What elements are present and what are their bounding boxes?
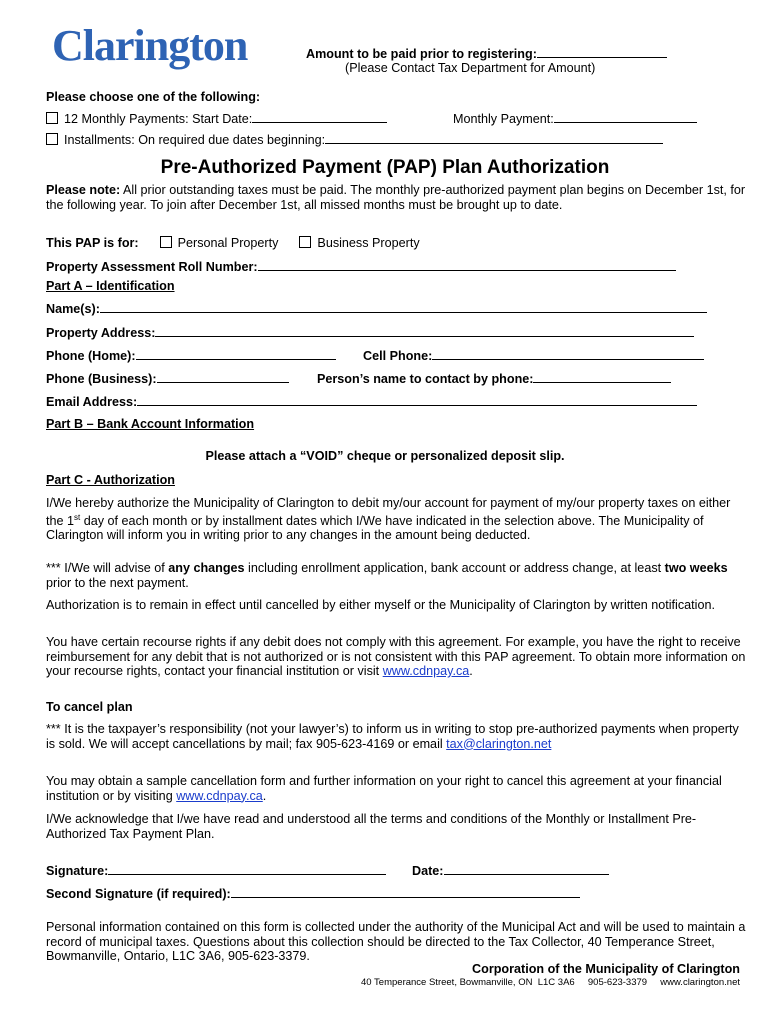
personal-checkbox[interactable] (160, 236, 172, 248)
second-signature-row (46, 886, 580, 901)
attach-cheque: Please attach a “VOID” cheque or personalized deposit slip. (205, 449, 565, 463)
contact-field[interactable] (533, 371, 671, 383)
installments-label: Installments: On required due dates beginning: (64, 133, 326, 147)
footer-address: 40 Temperance Street, Bowmanville, ON L1C 3A6 905-623-3379 www.clarington.net (361, 977, 740, 988)
address-field[interactable] (155, 325, 694, 337)
email-label: Email Address: (46, 395, 138, 409)
date-field[interactable] (444, 863, 609, 875)
monthly-checkbox[interactable] (46, 112, 58, 124)
roll-number-label: Property Assessment Roll Number: (46, 260, 258, 274)
installments-checkbox[interactable] (46, 133, 58, 145)
note-text: All prior outstanding taxes must be paid. The monthly pre-authorized payment plan begins on December 1st, for the following year. To join after December 1st, all missed months must be brought up to date. (46, 183, 746, 212)
cancel-text: *** It is the taxpayer’s responsibility (not your lawyer’s) to inform us in writing to stop pre-authorized payments when property is sold. We will accept cancellations by mail; fax 905-623-4169 or email (46, 722, 739, 751)
phone-business-field[interactable] (157, 371, 289, 383)
authorization-paragraph (46, 496, 746, 543)
names-row (46, 301, 707, 316)
phone-home-row (46, 348, 336, 363)
second-signature-label: Second Signature (if required): (46, 887, 231, 901)
footer-corp: Corporation of the Municipality of Clarington (472, 962, 740, 976)
page-title: Pre-Authorized Payment (PAP) Plan Authorization (160, 157, 610, 178)
acknowledge-paragraph: I/We acknowledge that I/we have read and understood all the terms and conditions of the Monthly or Installment Pre-Authorized Tax Payment Plan. (46, 812, 697, 841)
personal-label: Personal Property (177, 236, 279, 250)
advise-bold-2: two weeks (664, 561, 728, 575)
auth-text-2: day of each month or by installment dates which I/We have indicated in the selection above. The Municipality of Clarington will inform you in writing prior to any changes in the amount being deducted. (46, 513, 704, 543)
advise-text-3: prior to the next payment. (46, 575, 189, 590)
effect-paragraph: Authorization is to remain in effect until cancelled by either myself or the Municipality of Clarington by written notification. (46, 598, 715, 612)
business-label: Business Property (317, 236, 420, 250)
monthly-label: 12 Monthly Payments: Start Date: (64, 112, 253, 126)
phone-business-row (46, 371, 289, 386)
names-field[interactable] (100, 301, 707, 313)
sample-end: . (262, 788, 267, 803)
option-monthly[interactable] (46, 111, 387, 126)
cell-field[interactable] (432, 348, 704, 360)
business-checkbox[interactable] (299, 236, 311, 248)
phone-home-label: Phone (Home): (46, 349, 136, 363)
address-row (46, 325, 694, 340)
note-paragraph (46, 183, 746, 212)
options-heading: Please choose one of the following: (46, 90, 261, 104)
tax-email-link[interactable]: tax@clarington.net (446, 736, 552, 751)
sample-paragraph (46, 774, 746, 803)
pap-for-row (46, 236, 420, 250)
advise-bold-1: any changes (168, 561, 245, 575)
part-b-heading: Part B – Bank Account Information (46, 417, 255, 431)
recourse-paragraph (46, 635, 746, 679)
recourse-text: You have certain recourse rights if any debit does not comply with this agreement. For example, you have the right to receive reimbursement for any debit that is not authorized or is not consistent with this PAP agreement. To obtain more information on your recourse rights, contact your financial institution or visit (46, 635, 746, 678)
installments-date-field[interactable] (325, 132, 663, 144)
second-signature-field[interactable] (231, 886, 580, 898)
email-row (46, 394, 697, 409)
option-installments[interactable] (46, 132, 663, 147)
sample-text: You may obtain a sample cancellation form and further information on your right to cancel this agreement at your financial institution or by visiting (46, 774, 722, 803)
names-label: Name(s): (46, 302, 100, 316)
privacy-notice: Personal information contained on this form is collected under the authority of the Municipal Act and will be used to maintain a record of municipal taxes. Questions about this collection should be directed to the Tax Collector, 40 Temperance Street, Bowmanville, Ontario, L1C 3A6, 905-623-3379. (46, 920, 746, 963)
signature-row (46, 863, 386, 878)
amount-label-text: Amount to be paid prior to registering: (306, 47, 537, 61)
clarington-logo: Clarington (52, 21, 248, 70)
date-label: Date: (412, 864, 444, 878)
signature-field[interactable] (108, 863, 386, 875)
date-row (412, 863, 609, 878)
roll-number-field[interactable] (258, 259, 676, 271)
contact-label: Person’s name to contact by phone: (317, 372, 534, 386)
advise-text-2: including enrollment application, bank account or address change, at least (244, 561, 665, 575)
note-label: Please note: (46, 183, 121, 197)
start-date-field[interactable] (252, 111, 387, 123)
contact-row (317, 371, 671, 386)
roll-number-row (46, 259, 676, 274)
address-label: Property Address: (46, 326, 156, 340)
cancel-paragraph (46, 722, 746, 751)
monthly-payment (453, 111, 697, 126)
amount-label (306, 46, 667, 61)
amount-field[interactable] (537, 46, 667, 58)
cancel-heading: To cancel plan (46, 700, 133, 714)
signature-label: Signature: (46, 864, 109, 878)
monthly-payment-field[interactable] (554, 111, 697, 123)
email-field[interactable] (137, 394, 697, 406)
auth-sup: st (74, 512, 81, 522)
cdnpay-link[interactable]: www.cdnpay.ca (382, 664, 470, 678)
advise-paragraph (46, 561, 746, 590)
cell-label: Cell Phone: (363, 349, 433, 363)
recourse-end: . (469, 664, 473, 678)
phone-home-field[interactable] (136, 348, 336, 360)
cdnpay-link-2[interactable]: www.cdnpay.ca (176, 788, 263, 803)
amount-note: (Please Contact Tax Department for Amount) (345, 61, 596, 75)
advise-text-1: *** I/We will advise of (46, 561, 169, 575)
pap-for-label: This PAP is for: (46, 236, 139, 250)
cell-row (363, 348, 704, 363)
part-a-heading: Part A – Identification (46, 279, 175, 293)
monthly-payment-label: Monthly Payment: (453, 112, 554, 126)
auth-text-1: I/We hereby authorize the Municipality of Clarington to debit my/our account for payment of my/our property taxes on either the 1 (46, 496, 731, 528)
part-c-heading: Part C - Authorization (46, 473, 175, 487)
phone-business-label: Phone (Business): (46, 372, 157, 386)
